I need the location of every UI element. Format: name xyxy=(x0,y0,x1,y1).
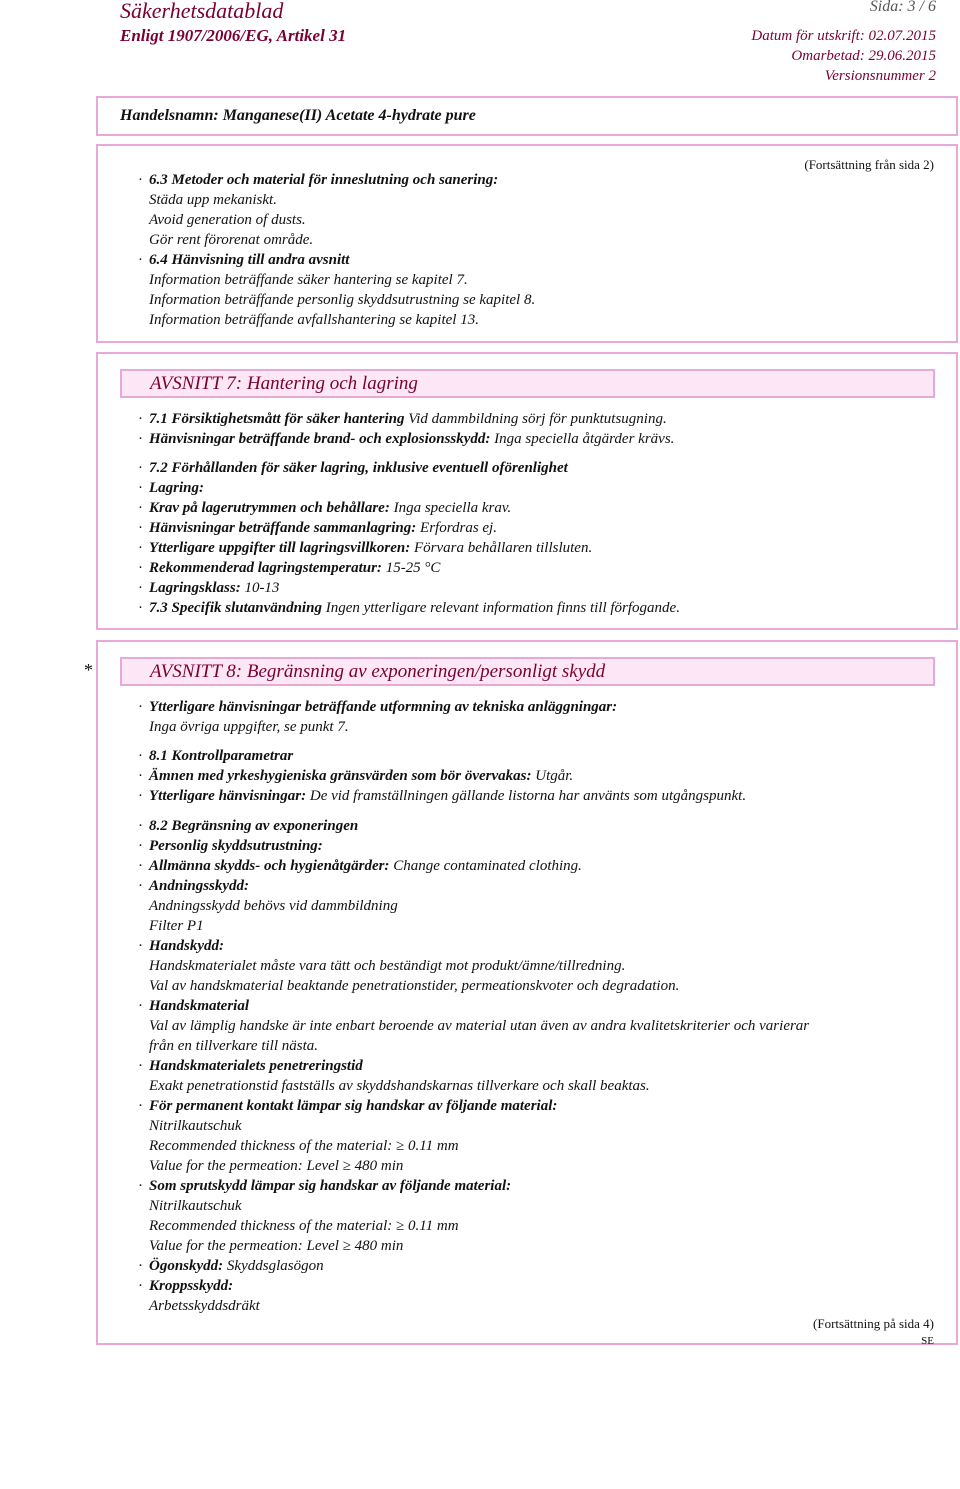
bullet: · xyxy=(138,858,143,874)
line-heading: Handskydd: xyxy=(149,938,224,954)
text-line xyxy=(138,1218,459,1235)
line-text: Skyddsglasögon xyxy=(223,1258,324,1274)
line-heading: 7.2 Förhållanden för säker lagring, inklusive eventuell oförenlighet xyxy=(149,460,568,476)
text-line xyxy=(138,1098,557,1115)
text-line xyxy=(138,1058,363,1075)
line-text: från en tillverkare till nästa. xyxy=(149,1038,319,1054)
section-8-title: AVSNITT 8: Begränsning av exponeringen/personligt skydd xyxy=(150,661,606,682)
text-line xyxy=(138,1038,318,1055)
line-heading: Handskmaterialets penetreringstid xyxy=(149,1058,363,1074)
line-text: Inga speciella krav. xyxy=(389,500,512,516)
text-line xyxy=(138,600,680,617)
line-heading: 7.3 Specifik slutanvändning xyxy=(149,600,322,616)
line-text: Förvara behållaren tillsluten. xyxy=(410,540,593,556)
text-line xyxy=(138,1118,242,1135)
line-text: Nitrilkautschuk xyxy=(149,1198,242,1214)
line-heading: Ytterligare hänvisningar: xyxy=(149,788,307,804)
line-text: Handskmaterialet måste vara tätt och beständigt mot produkt/ämne/tillredning. xyxy=(149,958,626,974)
text-line xyxy=(138,858,582,875)
line-text: Vid dammbildning sörj för punktutsugning. xyxy=(404,411,667,427)
text-line xyxy=(138,699,617,716)
line-text: Change contaminated clothing. xyxy=(389,858,582,874)
text-line xyxy=(138,1278,233,1295)
section-8-heading xyxy=(120,657,935,686)
line-heading: Ytterligare uppgifter till lagringsvillkoren: xyxy=(149,540,411,556)
line-text: Information beträffande säker hantering se kapitel 7. xyxy=(149,272,468,288)
text-line xyxy=(138,998,249,1015)
text-line xyxy=(138,1138,459,1155)
revision-date: Omarbetad: 29.06.2015 xyxy=(791,48,936,64)
version-number: Versionsnummer 2 xyxy=(824,68,936,84)
line-heading: Handskmaterial xyxy=(149,998,250,1014)
product-name: Handelsnamn: Manganese(II) Acetate 4-hydrate pure xyxy=(120,107,476,124)
text-line xyxy=(138,788,746,805)
line-text: Andningsskydd behövs vid dammbildning xyxy=(149,898,398,914)
text-line xyxy=(138,1178,511,1195)
bullet: · xyxy=(138,580,143,596)
line-text: Information beträffande personlig skyddsutrustning se kapitel 8. xyxy=(149,292,536,308)
text-line xyxy=(138,1198,242,1215)
bullet: · xyxy=(138,818,143,834)
continued-from-note: (Fortsättning från sida 2) xyxy=(804,157,934,172)
text-line xyxy=(138,1258,324,1275)
line-heading: Kroppsskydd: xyxy=(149,1278,234,1294)
text-line xyxy=(138,838,323,855)
bullet: · xyxy=(138,1278,143,1294)
text-line xyxy=(138,898,398,915)
text-line xyxy=(138,312,479,329)
bullet: · xyxy=(138,252,143,268)
bullet: · xyxy=(138,748,143,764)
bullet: · xyxy=(138,838,143,854)
bullet: · xyxy=(138,560,143,576)
section-7-title: AVSNITT 7: Hantering och lagring xyxy=(150,373,418,394)
line-text: Inga speciella åtgärder krävs. xyxy=(490,431,675,447)
line-text: Val av handskmaterial beaktande penetrationstider, permeationskvoter och degradation. xyxy=(149,978,680,994)
line-text: Recommended thickness of the material: ≥ 0.11 mm xyxy=(149,1218,459,1234)
bullet: · xyxy=(138,600,143,616)
text-line xyxy=(138,540,592,557)
line-text: Gör rent förorenat område. xyxy=(149,232,314,248)
text-line xyxy=(138,292,535,309)
line-heading: Hänvisningar beträffande brand- och explosionsskydd: xyxy=(149,431,491,447)
bullet: · xyxy=(138,411,143,427)
text-line xyxy=(138,719,349,736)
line-text: Exakt penetrationstid fastställs av skyddshandskarnas tillverkare och skall beaktas. xyxy=(149,1078,650,1094)
bullet: · xyxy=(138,520,143,536)
line-heading: Ämnen med yrkeshygieniska gränsvärden som bör övervakas: xyxy=(149,768,532,784)
regulation-reference: Enligt 1907/2006/EG, Artikel 31 xyxy=(120,26,347,45)
text-line xyxy=(138,560,440,577)
bullet: · xyxy=(138,431,143,447)
text-line xyxy=(138,818,358,835)
line-heading: Andningsskydd: xyxy=(149,878,250,894)
text-line xyxy=(138,431,674,448)
line-text: Arbetsskyddsdräkt xyxy=(149,1298,260,1314)
line-text: Nitrilkautschuk xyxy=(149,1118,242,1134)
line-heading: Ytterligare hänvisningar beträffande utformning av tekniska anläggningar: xyxy=(149,699,618,715)
continued-on-note: (Fortsättning på sida 4) xyxy=(813,1316,934,1331)
bullet: · xyxy=(138,788,143,804)
text-line xyxy=(138,232,313,249)
bullet: · xyxy=(138,1258,143,1274)
text-line xyxy=(138,918,204,935)
text-line xyxy=(138,748,293,765)
text-line xyxy=(138,411,667,428)
line-heading: 6.4 Hänvisning till andra avsnitt xyxy=(149,252,350,268)
revision-marker: * xyxy=(84,660,93,680)
text-line xyxy=(138,520,497,537)
line-text: Ingen ytterligare relevant information finns till förfogande. xyxy=(321,600,680,616)
line-heading: 6.3 Metoder och material för inneslutning och sanering: xyxy=(149,172,499,188)
text-line xyxy=(138,1298,260,1315)
bullet: · xyxy=(138,1058,143,1074)
line-heading: Rekommenderad lagringstemperatur: xyxy=(149,560,382,576)
product-name-box xyxy=(96,96,958,136)
text-line xyxy=(138,768,573,785)
section-7-heading xyxy=(120,369,935,398)
line-heading: Personlig skyddsutrustning: xyxy=(149,838,323,854)
bullet: · xyxy=(138,172,143,188)
line-heading: 8.2 Begränsning av exponeringen xyxy=(149,818,359,834)
text-line xyxy=(138,480,204,497)
line-heading: Hänvisningar beträffande sammanlagring: xyxy=(149,520,417,536)
text-line xyxy=(138,938,224,955)
line-text: De vid framställningen gällande listorna har använts som utgångspunkt. xyxy=(306,788,747,804)
line-heading: Lagring: xyxy=(149,480,205,496)
line-text: Information beträffande avfallshantering se kapitel 13. xyxy=(149,312,479,328)
line-text: Filter P1 xyxy=(149,918,204,934)
line-text: Inga övriga uppgifter, se punkt 7. xyxy=(149,719,349,735)
line-text: Recommended thickness of the material: ≥ 0.11 mm xyxy=(149,1138,459,1154)
text-line xyxy=(138,978,679,995)
text-line xyxy=(138,212,306,229)
line-text: Städa upp mekaniskt. xyxy=(149,192,277,208)
line-text: 15-25 °C xyxy=(381,560,441,576)
line-text: Erfordras ej. xyxy=(416,520,497,536)
bullet: · xyxy=(138,998,143,1014)
line-heading: Lagringsklass: xyxy=(149,580,241,596)
bullet: · xyxy=(138,768,143,784)
line-heading: Krav på lagerutrymmen och behållare: xyxy=(149,500,390,516)
bullet: · xyxy=(138,1178,143,1194)
text-line xyxy=(138,878,249,895)
text-line xyxy=(138,272,468,289)
bullet: · xyxy=(138,540,143,556)
text-line xyxy=(138,1078,650,1095)
bullet: · xyxy=(138,480,143,496)
document-title: Säkerhetsdatablad xyxy=(120,0,284,23)
country-code: SE xyxy=(921,1335,934,1347)
line-heading: 8.1 Kontrollparametrar xyxy=(149,748,294,764)
line-heading: Som sprutskydd lämpar sig handskar av följande material: xyxy=(149,1178,512,1194)
bullet: · xyxy=(138,878,143,894)
text-line xyxy=(138,252,349,269)
line-text: Val av lämplig handske är inte enbart beroende av material utan även av andra kvalitetskriterier och varierar xyxy=(149,1018,810,1034)
line-text: Value for the permeation: Level ≥ 480 min xyxy=(149,1158,404,1174)
text-line xyxy=(138,958,625,975)
line-text: Utgår. xyxy=(531,768,574,784)
text-line xyxy=(138,1238,403,1255)
bullet: · xyxy=(138,938,143,954)
print-date: Datum för utskrift: 02.07.2015 xyxy=(751,28,936,44)
text-line xyxy=(138,460,568,477)
text-line xyxy=(138,172,498,189)
line-text: 10-13 xyxy=(240,580,280,596)
text-line xyxy=(138,580,279,597)
line-text: Value for the permeation: Level ≥ 480 min xyxy=(149,1238,404,1254)
line-heading: Allmänna skydds- och hygienåtgärder: xyxy=(149,858,390,874)
line-heading: Ögonskydd: xyxy=(149,1258,224,1274)
text-line xyxy=(138,500,511,517)
bullet: · xyxy=(138,500,143,516)
line-heading: För permanent kontakt lämpar sig handskar av följande material: xyxy=(149,1098,558,1114)
bullet: · xyxy=(138,460,143,476)
bullet: · xyxy=(138,1098,143,1114)
bullet: · xyxy=(138,699,143,715)
page-number: Sida: 3 / 6 xyxy=(869,0,936,15)
text-line xyxy=(138,1018,809,1035)
line-heading: 7.1 Försiktighetsmått för säker hantering xyxy=(149,411,405,427)
text-line xyxy=(138,1158,403,1175)
line-text: Avoid generation of dusts. xyxy=(149,212,306,228)
text-line xyxy=(138,192,277,209)
